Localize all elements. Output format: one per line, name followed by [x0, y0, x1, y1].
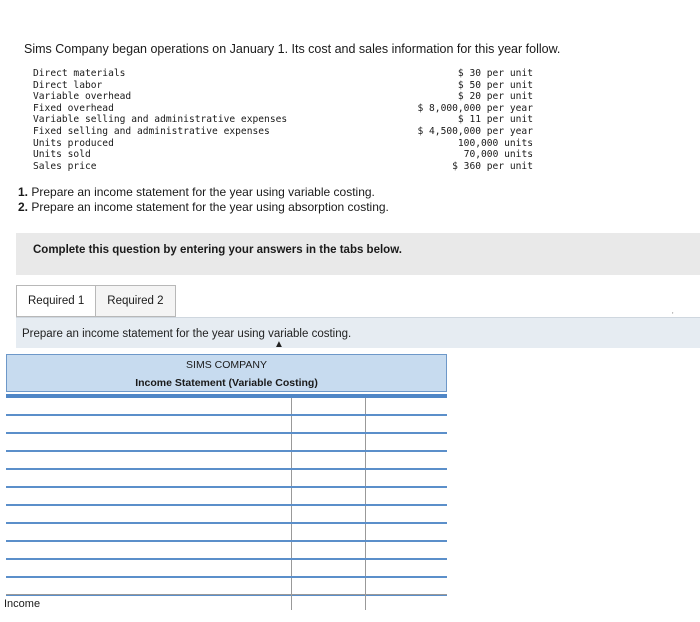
row-label-input[interactable] [6, 401, 291, 417]
row-amount-input[interactable] [292, 527, 365, 543]
row-total-cell[interactable] [366, 470, 447, 486]
row-amount-cell[interactable] [292, 452, 366, 468]
row-label-input[interactable] [6, 419, 291, 435]
tab-required-1[interactable]: Required 1 [16, 285, 96, 317]
cost-info-label: Units produced [33, 137, 114, 149]
income-amount-cell[interactable] [292, 595, 366, 610]
row-total-cell[interactable] [366, 452, 447, 468]
tab-required-2[interactable]: Required 2 [96, 285, 175, 317]
statement-title: Income Statement (Variable Costing) [135, 377, 318, 389]
separator-mark: ' [672, 311, 674, 320]
row-amount-cell[interactable] [292, 524, 366, 540]
statement-row [6, 488, 447, 506]
statement-row [6, 560, 447, 578]
cost-info-value: 70,000 units [463, 149, 533, 161]
cost-info-label: Sales price [33, 160, 97, 172]
row-amount-cell[interactable] [292, 488, 366, 504]
cost-info-table [33, 68, 533, 172]
row-label-cell[interactable] [6, 542, 292, 558]
row-label-cell[interactable] [6, 434, 292, 450]
row-amount-cell[interactable] [292, 560, 366, 576]
row-label-input[interactable] [6, 437, 291, 453]
row-label-cell[interactable] [6, 416, 292, 432]
row-total-input[interactable] [366, 545, 447, 561]
cost-info-label: Variable overhead [33, 91, 132, 103]
cost-info-row [33, 80, 533, 92]
row-amount-cell[interactable] [292, 434, 366, 450]
cost-info-value: $ 50 per unit [457, 79, 533, 91]
requirement-item [18, 200, 389, 215]
row-label-input[interactable] [6, 491, 291, 507]
cost-info-row [33, 126, 533, 138]
cost-info-value: $ 360 per unit [452, 160, 533, 172]
cost-info-label: Direct labor [33, 79, 103, 91]
row-label-cell[interactable] [6, 470, 292, 486]
requirement-item [18, 185, 389, 200]
row-total-cell[interactable] [366, 542, 447, 558]
row-amount-input[interactable] [292, 545, 365, 561]
row-label-cell[interactable] [6, 560, 292, 576]
statement-row [6, 542, 447, 560]
row-label-cell[interactable] [6, 488, 292, 504]
cost-info-row [33, 68, 533, 80]
cost-info-row [33, 103, 533, 115]
row-total-cell[interactable] [366, 560, 447, 576]
row-total-cell[interactable] [366, 434, 447, 450]
row-total-input[interactable] [366, 563, 447, 579]
row-label-cell[interactable] [6, 398, 292, 414]
row-amount-cell[interactable] [292, 578, 366, 594]
row-amount-input[interactable] [292, 401, 365, 417]
row-amount-cell[interactable] [292, 470, 366, 486]
row-total-cell[interactable] [366, 524, 447, 540]
row-amount-cell[interactable] [292, 542, 366, 558]
requirement-text: Prepare an income statement for the year using absorption costing. [31, 200, 389, 214]
company-name: SIMS COMPANY [186, 359, 267, 371]
cost-info-row [33, 161, 533, 173]
statement-header [6, 354, 447, 392]
mouse-cursor-icon: ▲ [274, 339, 284, 350]
row-total-input[interactable] [366, 527, 447, 543]
cost-info-value: $ 30 per unit [457, 68, 533, 79]
statement-row [6, 434, 447, 452]
row-label-cell[interactable] [6, 524, 292, 540]
row-total-cell[interactable] [366, 506, 447, 522]
instruction-text: Complete this question by entering your answers in the tabs below. [33, 244, 402, 256]
row-label-input[interactable] [6, 563, 291, 579]
cost-info-label: Variable selling and administrative expenses [33, 114, 288, 126]
tab-bar [16, 285, 176, 317]
row-total-input[interactable] [366, 419, 447, 435]
row-total-cell[interactable] [366, 398, 447, 414]
cost-info-label: Fixed overhead [33, 102, 114, 114]
row-total-input[interactable] [366, 455, 447, 471]
row-amount-input[interactable] [292, 491, 365, 507]
statement-row [6, 524, 447, 542]
statement-row [6, 470, 447, 488]
cost-info-row [33, 114, 533, 126]
row-label-input[interactable] [6, 473, 291, 489]
income-label: Income [4, 598, 41, 610]
income-statement [6, 354, 447, 596]
requirement-number: 2. [18, 200, 29, 214]
cost-info-value: $ 20 per unit [457, 91, 533, 103]
income-total-cell[interactable] [366, 595, 447, 610]
cost-info-row [33, 149, 533, 161]
row-label-input[interactable] [6, 527, 291, 543]
cost-info-value: $ 11 per unit [457, 114, 533, 126]
statement-row [6, 452, 447, 470]
row-amount-input[interactable] [292, 563, 365, 579]
income-amount-input[interactable] [292, 595, 369, 612]
cost-info-value: $ 8,000,000 per year [417, 102, 533, 114]
row-label-input[interactable] [6, 545, 291, 561]
income-label-cell [6, 595, 292, 610]
row-total-input[interactable] [366, 509, 447, 525]
cost-info-label: Units sold [33, 149, 91, 161]
cost-info-value: $ 4,500,000 per year [417, 125, 533, 137]
tab-panel-header [16, 317, 700, 348]
row-total-cell[interactable] [366, 416, 447, 432]
statement-row [6, 416, 447, 434]
row-amount-cell[interactable] [292, 506, 366, 522]
row-label-cell[interactable] [6, 452, 292, 468]
requirement-text: Prepare an income statement for the year using variable costing. [31, 185, 375, 199]
instruction-banner [16, 233, 700, 275]
row-label-cell[interactable] [6, 578, 292, 594]
row-amount-input[interactable] [292, 473, 365, 489]
row-total-cell[interactable] [366, 578, 447, 594]
cost-info-row [33, 138, 533, 150]
cost-info-label: Fixed selling and administrative expenses [33, 125, 270, 137]
requirements-list [18, 185, 389, 215]
row-amount-input[interactable] [292, 509, 365, 525]
income-total-input[interactable] [366, 595, 451, 612]
statement-row [6, 398, 447, 416]
row-label-cell[interactable] [6, 506, 292, 522]
row-total-cell[interactable] [366, 488, 447, 504]
panel-instruction: Prepare an income statement for the year using variable costing. [22, 328, 352, 340]
income-row [6, 594, 447, 610]
cost-info-value: 100,000 units [457, 137, 533, 149]
cost-info-label: Direct materials [33, 68, 126, 79]
row-total-input[interactable] [366, 491, 447, 507]
row-amount-cell[interactable] [292, 416, 366, 432]
row-amount-cell[interactable] [292, 398, 366, 414]
requirement-number: 1. [18, 185, 29, 199]
row-amount-input[interactable] [292, 437, 365, 453]
row-total-input[interactable] [366, 401, 447, 417]
row-label-input[interactable] [6, 455, 291, 471]
statement-row [6, 506, 447, 524]
row-label-input[interactable] [6, 509, 291, 525]
row-total-input[interactable] [366, 473, 447, 489]
row-amount-input[interactable] [292, 419, 365, 435]
row-amount-input[interactable] [292, 455, 365, 471]
cost-info-row [33, 91, 533, 103]
problem-intro: Sims Company began operations on January 1. Its cost and sales information for this year follow. [24, 42, 561, 56]
row-total-input[interactable] [366, 437, 447, 453]
